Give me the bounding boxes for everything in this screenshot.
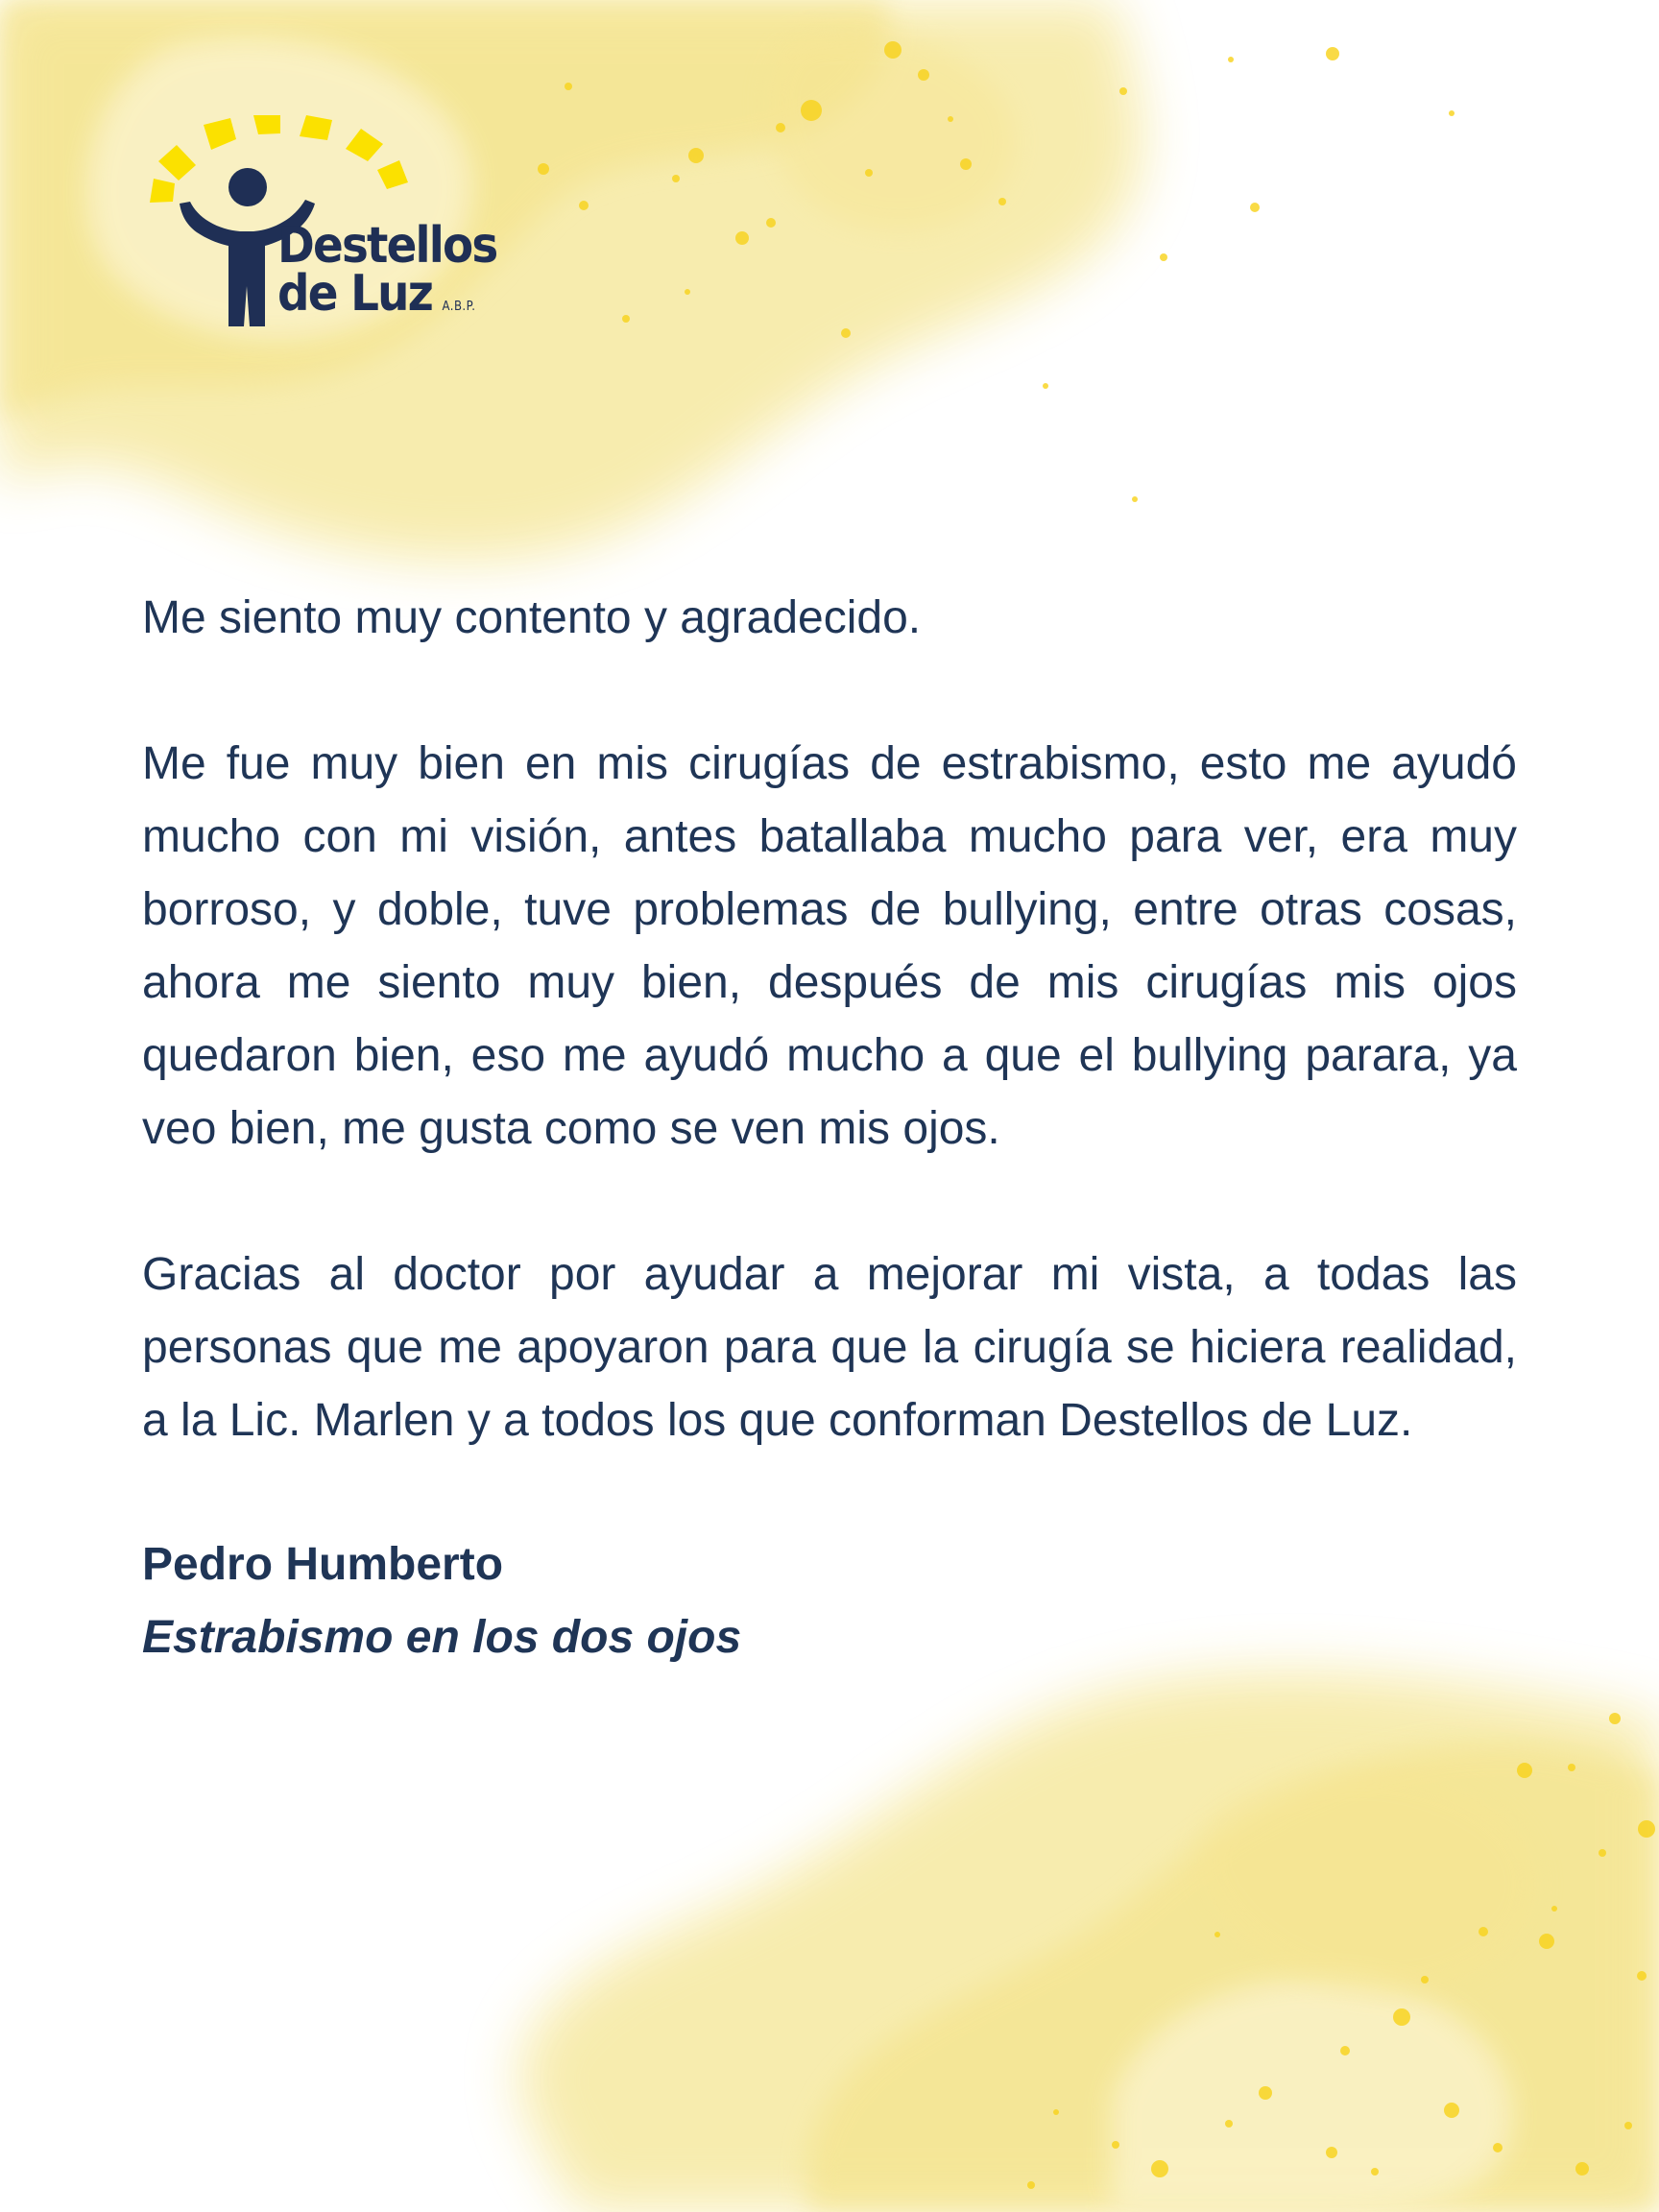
brand-name-line2: de Luz: [277, 265, 433, 323]
paragraph-1: Me siento muy contento y agradecido.: [142, 592, 922, 643]
brand-name-line1: Destellos: [277, 217, 497, 275]
brand-suffix: A.B.P.: [442, 300, 476, 314]
brand-logo: [138, 115, 497, 326]
paragraph-3: Gracias al doctor por ayudar a mejorar mi vista, a todas las personas que me apoyaron para que la cirugía se hiciera realidad, a la Lic. Marlen y a todos los que conforman Destellos de Luz.: [142, 1249, 1517, 1446]
signature-block: [142, 1528, 1517, 1674]
brand-wordmark: [277, 217, 497, 323]
author-caption: Estrabismo en los dos ojos: [142, 1612, 742, 1663]
bottom-watercolor-wash: [519, 1671, 1659, 2212]
testimonial-content: [142, 582, 1517, 1674]
sun-rays-icon: [150, 115, 408, 203]
brand-name-line2-row: [277, 265, 496, 323]
author-name: Pedro Humberto: [142, 1539, 504, 1590]
paragraph-2: Me fue muy bien en mis cirugías de estrabismo, esto me ayudó mucho con mi visión, antes batallaba mucho para ver, era muy borroso, y doble, tuve problemas de bullying, entre otras cosas, ahora me siento muy bien, después de mis cirugías mis ojos quedaron bien, eso me ayudó mucho a que el bullying parara, ya veo bien, me gusta como se ven mis ojos.: [142, 738, 1517, 1154]
